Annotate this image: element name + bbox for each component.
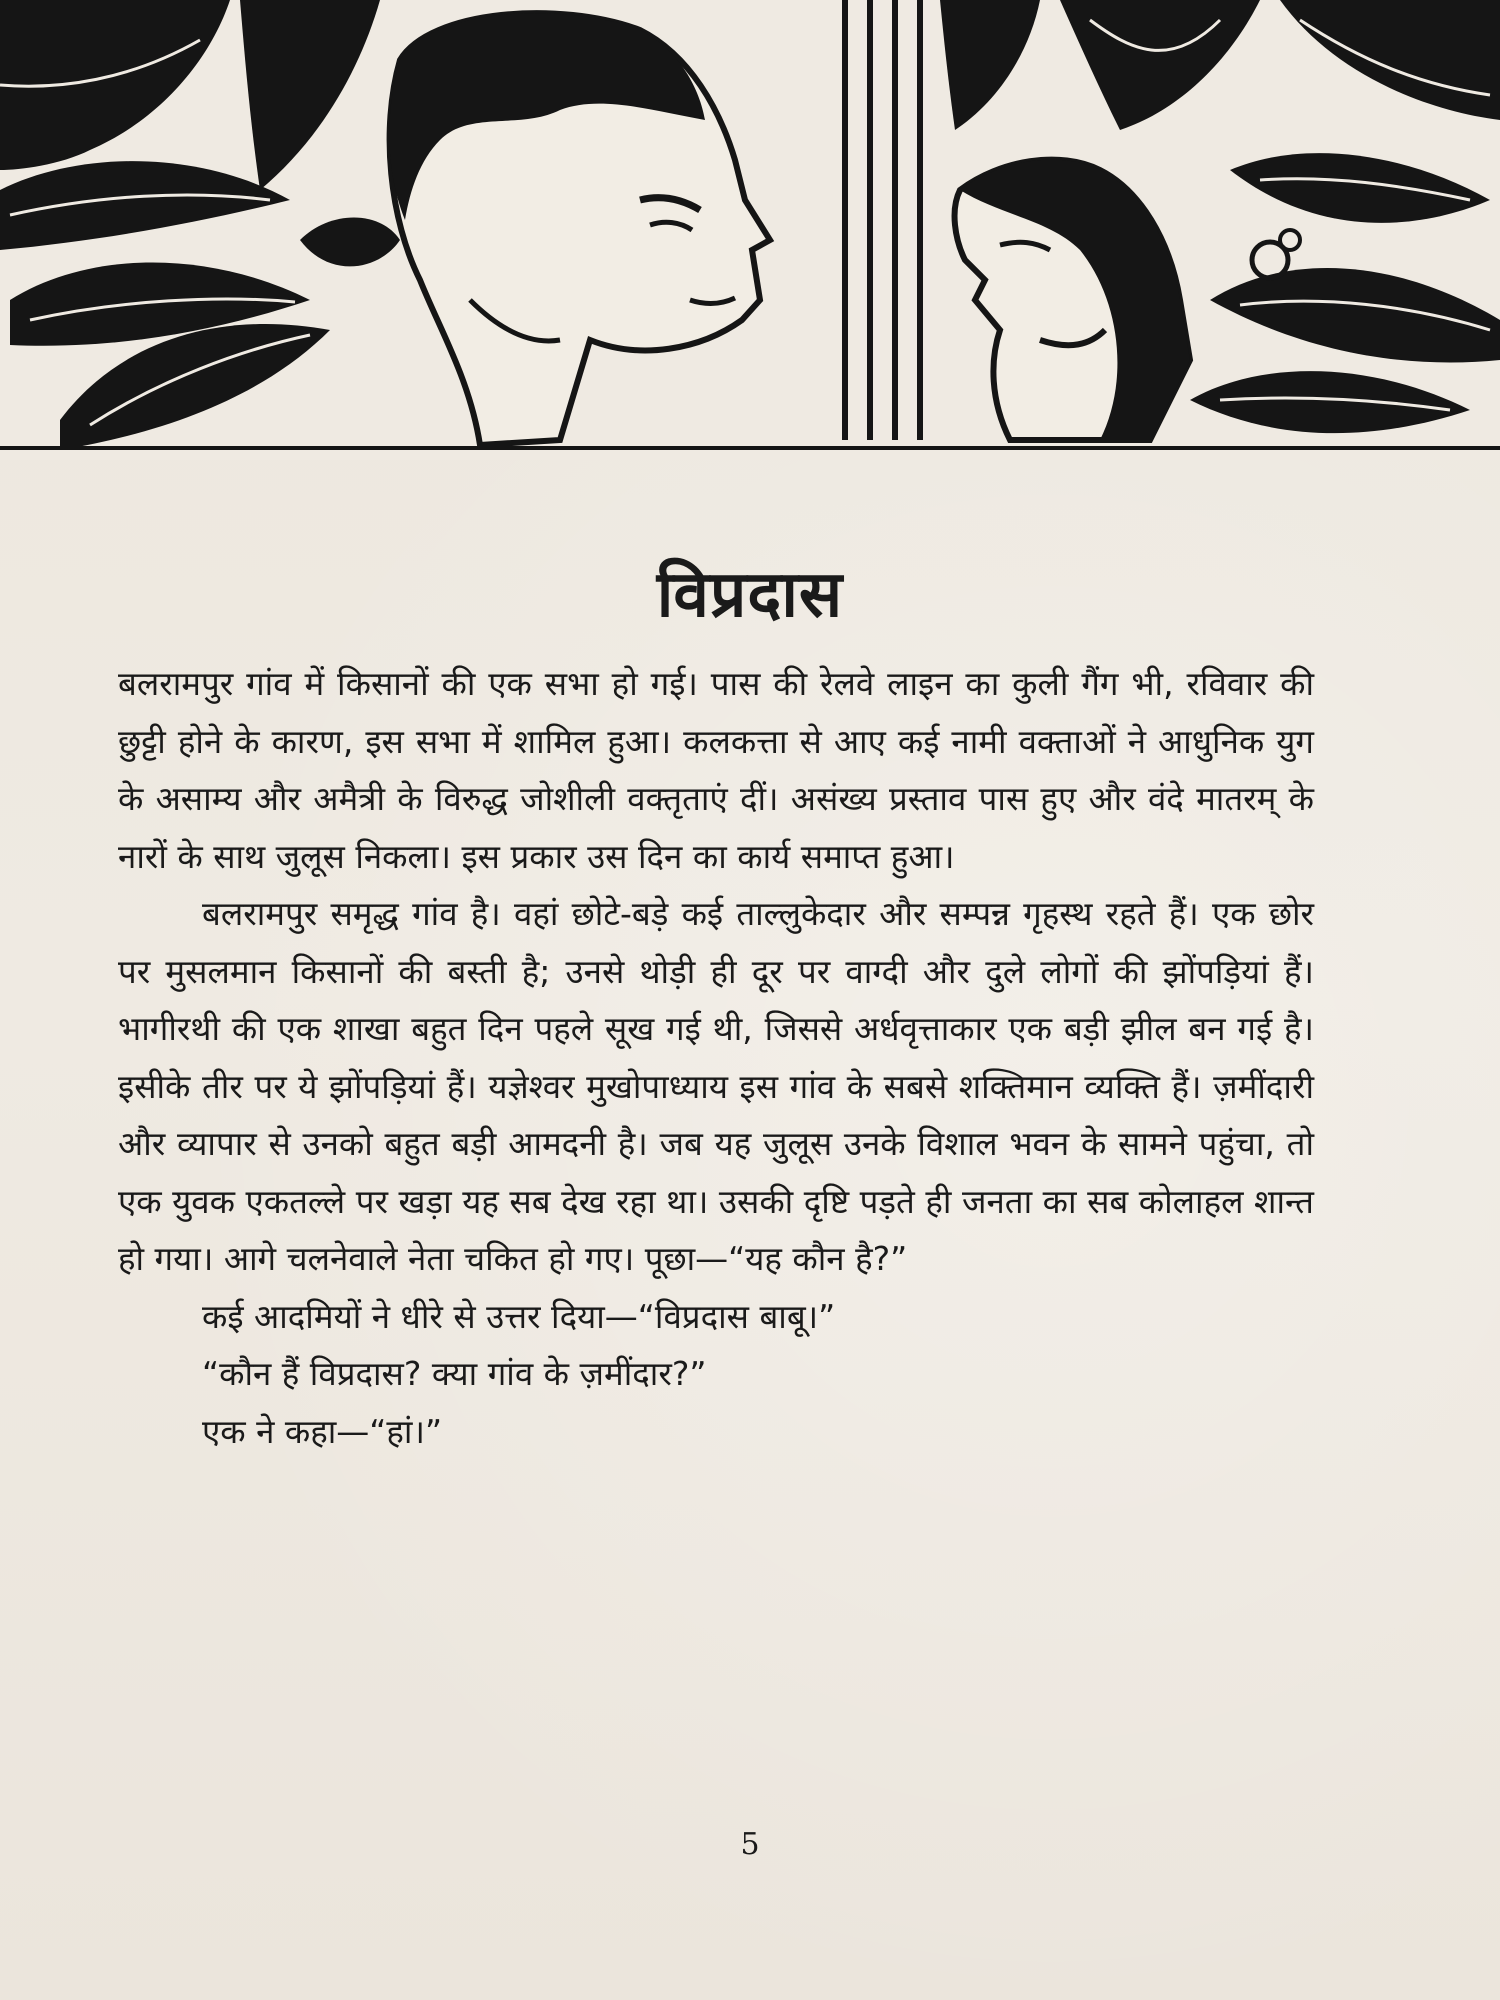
paragraph-4: “कौन हैं विप्रदास? क्या गांव के ज़मींदार?” <box>202 1354 707 1393</box>
paragraph-5: एक ने कहा—“हां।” <box>202 1411 443 1451</box>
paragraph-1: बलरामपुर गांव में किसानों की एक सभा हो गई। पास की रेलवे लाइन का कुली गैंग भी, रविवार की छुट्टी होने के कारण, इस सभा में शामिल हुआ। कलकत्ता से आए कई नामी वक्ताओं ने आधुनिक युग के असाम्य और अमैत्री के विरुद्ध जोशीली वक्तृताएं दीं। असंख्य प्रस्ताव पास हुए और वंदे मातरम् के नारों के साथ जुलूस निकला। इस प्रकार उस दिन का कार्य समाप्त हुआ। <box>118 664 1314 876</box>
page-number: 5 <box>740 1827 760 1862</box>
chapter-title: विप्रदास <box>656 557 844 632</box>
chapter-body <box>118 655 1314 1460</box>
paragraph-3: कई आदमियों ने धीरे से उत्तर दिया—“विप्रदास बाबू।” <box>202 1296 836 1336</box>
chapter-header-illustration <box>0 0 1500 460</box>
paragraph-2: बलरामपुर समृद्ध गांव है। वहां छोटे-बड़े कई ताल्लुकेदार और सम्पन्न गृहस्थ रहते हैं। एक छोर पर मुसलमान किसानों की बस्ती है; उनसे थोड़ी ही दूर पर वाग्दी और दुले लोगों की झोंपड़ियां हैं। भागीरथी की एक शाखा बहुत दिन पहले सूख गई थी, जिससे अर्धवृत्ताकार एक बड़ी झील बन गई है। इसीके तीर पर ये झोंपड़ियां हैं। यज्ञेश्वर मुखोपाध्याय इस गांव के सबसे शक्तिमान व्यक्ति हैं। ज़मींदारी और व्यापार से उनको बहुत बड़ी आमदनी है। जब यह जुलूस उनके विशाल भवन के सामने पहुंचा, तो एक युवक एकतल्ले पर खड़ा यह सब देख रहा था। उसकी दृष्टि पड़ते ही जनता का सब कोलाहल शान्त हो गया। आगे चलनेवाले नेता चकित हो गए। पूछा—“यह कौन है?” <box>118 894 1314 1278</box>
